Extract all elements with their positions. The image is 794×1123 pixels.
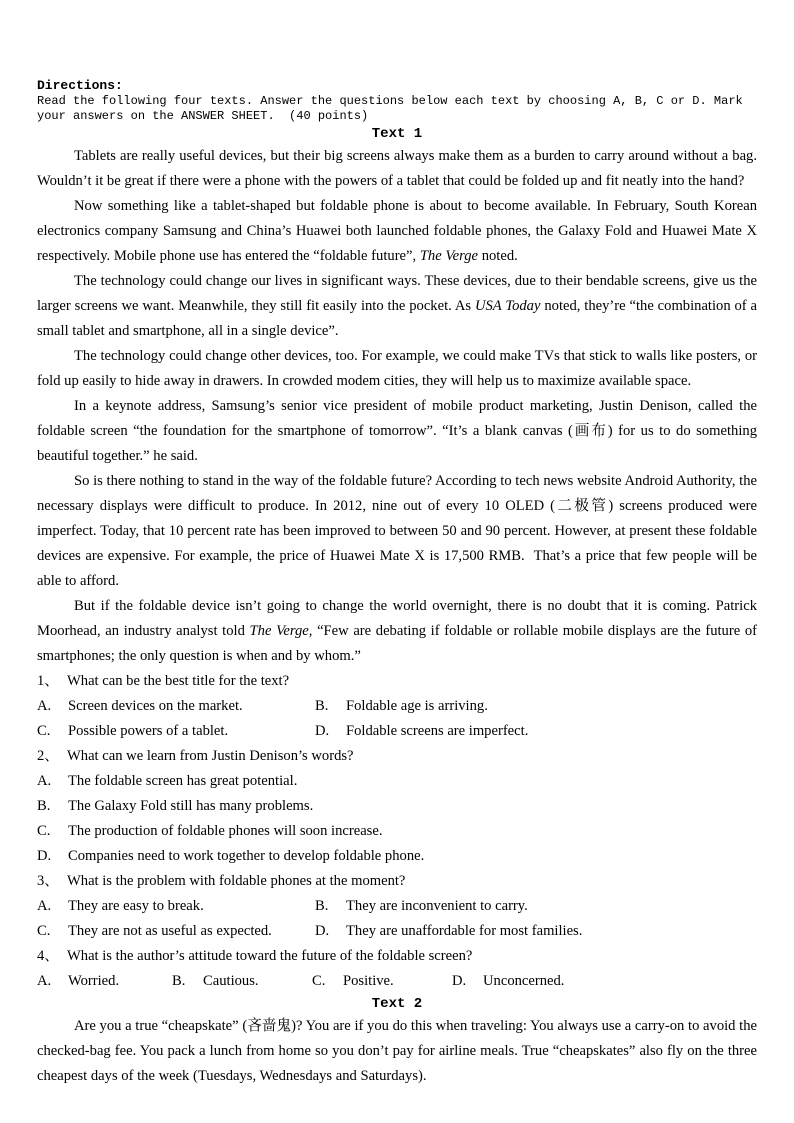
option bbox=[37, 894, 315, 919]
option bbox=[37, 969, 172, 994]
option-letter: B. bbox=[37, 798, 51, 814]
option bbox=[37, 719, 315, 744]
text-run: So is there nothing to stand in the way of the foldable future? According to tech news website Android Authority, the necessary displays were difficult to produce. In 2012, nine out of every 10 OLED (二极管) screens produced were imperfect. Today, that 10 percent rate has been improved to between 50 and 90 percent. However, at present these foldable devices are expensive. For example, the price of Huawei Mate X is 17,500 RMB. That’s a price that few people will be able to afford. bbox=[37, 473, 757, 589]
text-run: The technology could change other devices, too. For example, we could make TVs that stick to walls like posters, or fold up easily to hide away in drawers. In crowded modem cities, they will help us to maximize available space. bbox=[37, 348, 757, 389]
option-letter: A. bbox=[37, 898, 52, 914]
text-run: Are you a true “cheapskate” (吝啬鬼)? You are if you do this when traveling: You always use a carry-on to avoid the checked-bag fee. You pack a lunch from home so you don’t pay for airline meals. True “cheapskates” also fly on the three cheapest days of the week (Tuesdays, Wednesdays and Saturdays). bbox=[37, 1018, 757, 1084]
option-letter: C. bbox=[37, 823, 51, 839]
option-letter: B. bbox=[315, 698, 329, 714]
option-row bbox=[37, 719, 757, 744]
text-run: In a keynote address, Samsung’s senior vice president of mobile product marketing, Justin Denison, called the foldable screen “the foundation for the smartphone of tomorrow”. “It’s a blank canvas (画布) for us to do something beautiful together.” he said. bbox=[37, 398, 757, 464]
option bbox=[172, 969, 312, 994]
option-row bbox=[37, 919, 757, 944]
question-text: What can we learn from Justin Denison’s words? bbox=[67, 748, 354, 764]
text-run: But if the foldable device isn’t going to change the world overnight, there is no doubt that it is coming. Patrick Moorhead, an industry analyst told bbox=[37, 598, 757, 639]
paragraph bbox=[37, 344, 757, 394]
option-text: They are unaffordable for most families. bbox=[346, 923, 583, 939]
option-text: Positive. bbox=[343, 973, 394, 989]
option-text: Foldable screens are imperfect. bbox=[346, 723, 529, 739]
paragraph bbox=[37, 469, 757, 594]
text2-body bbox=[37, 1014, 757, 1089]
directions-section bbox=[37, 78, 757, 124]
directions-line: Read the following four texts. Answer the questions below each text by choosing A, B, C or D. Mark bbox=[37, 94, 743, 108]
option-text: Companies need to work together to develop foldable phone. bbox=[68, 848, 425, 864]
option-text: The foldable screen has great potential. bbox=[68, 773, 298, 789]
option-letter: D. bbox=[452, 973, 467, 989]
option bbox=[37, 769, 757, 794]
option-row bbox=[37, 819, 757, 844]
option-text: They are inconvenient to carry. bbox=[346, 898, 528, 914]
option-text: Possible powers of a tablet. bbox=[68, 723, 229, 739]
option bbox=[37, 794, 757, 819]
option-text: The Galaxy Fold still has many problems. bbox=[68, 798, 314, 814]
option-letter: A. bbox=[37, 698, 52, 714]
option-text: Foldable age is arriving. bbox=[346, 698, 488, 714]
text-run: , “Few are debating if foldable or rollable mobile displays are the future of smartphones; the only question is when and by whom.” bbox=[37, 623, 757, 664]
option bbox=[37, 694, 315, 719]
option-text: They are not as useful as expected. bbox=[68, 923, 272, 939]
question-number: 4、 bbox=[37, 948, 59, 964]
text2-heading: Text 2 bbox=[371, 996, 423, 1012]
text-run: Now something like a tablet-shaped but foldable phone is about to become available. In February, South Korean electronics company Samsung and China’s Huawei both launched foldable phones, the Galaxy Fold and Huawei Mate X respectively. Mobile phone use has entered the “foldable future”, bbox=[37, 198, 757, 264]
text-run: Tablets are really useful devices, but their big screens always make them as a burden to carry around without a bag. Wouldn’t it be great if there were a phone with the powers of a tablet that could be folded up and fit neatly into the hand? bbox=[37, 148, 757, 189]
question bbox=[37, 944, 757, 969]
paragraph bbox=[37, 1014, 757, 1089]
option bbox=[37, 819, 757, 844]
directions-text bbox=[37, 94, 757, 124]
option-text: Worried. bbox=[68, 973, 120, 989]
option-row bbox=[37, 894, 757, 919]
option-letter: B. bbox=[315, 898, 329, 914]
italic-run: The Verge bbox=[249, 623, 309, 639]
question bbox=[37, 669, 757, 694]
option-text: The production of foldable phones will soon increase. bbox=[68, 823, 383, 839]
option-row bbox=[37, 694, 757, 719]
text1-questions bbox=[37, 669, 757, 994]
paragraph bbox=[37, 144, 757, 194]
question-text: What is the problem with foldable phones at the moment? bbox=[67, 873, 406, 889]
question bbox=[37, 744, 757, 769]
directions-line: your answers on the ANSWER SHEET. (40 points) bbox=[37, 109, 369, 123]
option-row bbox=[37, 969, 757, 994]
option bbox=[315, 919, 757, 944]
question-number: 2、 bbox=[37, 748, 59, 764]
question-text: What can be the best title for the text? bbox=[67, 673, 290, 689]
option bbox=[452, 969, 757, 994]
question-number: 3、 bbox=[37, 873, 59, 889]
option-row bbox=[37, 769, 757, 794]
option-text: They are easy to break. bbox=[68, 898, 204, 914]
question-number: 1、 bbox=[37, 673, 59, 689]
paragraph bbox=[37, 194, 757, 269]
option-letter: A. bbox=[37, 773, 52, 789]
text-run: noted. bbox=[478, 248, 518, 264]
italic-run: The Verge bbox=[419, 248, 479, 264]
option-letter: A. bbox=[37, 973, 52, 989]
question-text: What is the author’s attitude toward the future of the foldable screen? bbox=[67, 948, 473, 964]
paragraph bbox=[37, 594, 757, 669]
option-text: Screen devices on the market. bbox=[68, 698, 243, 714]
directions-title: Directions: bbox=[37, 78, 123, 93]
option-letter: B. bbox=[172, 973, 186, 989]
option-row bbox=[37, 794, 757, 819]
option bbox=[37, 844, 757, 869]
option bbox=[315, 894, 757, 919]
option bbox=[312, 969, 452, 994]
option-text: Cautious. bbox=[203, 973, 259, 989]
text-run: The technology could change our lives in significant ways. These devices, due to their bendable screens, give us the larger screens we want. Meanwhile, they still fit easily into the pocket. As bbox=[37, 273, 757, 314]
option-letter: D. bbox=[315, 923, 330, 939]
paragraph bbox=[37, 394, 757, 469]
option-letter: C. bbox=[37, 923, 51, 939]
option-letter: D. bbox=[315, 723, 330, 739]
question bbox=[37, 869, 757, 894]
italic-run: USA Today bbox=[474, 298, 541, 314]
text-run: noted, they’re “the combination of a small tablet and smartphone, all in a single device”. bbox=[37, 298, 758, 339]
option bbox=[315, 719, 757, 744]
option-letter: C. bbox=[312, 973, 326, 989]
option-letter: C. bbox=[37, 723, 51, 739]
option bbox=[37, 919, 315, 944]
option-text: Unconcerned. bbox=[483, 973, 565, 989]
option-letter: D. bbox=[37, 848, 52, 864]
text1-heading: Text 1 bbox=[371, 126, 423, 142]
paragraph bbox=[37, 269, 757, 344]
option-row bbox=[37, 844, 757, 869]
text1-body bbox=[37, 144, 757, 669]
option bbox=[315, 694, 757, 719]
